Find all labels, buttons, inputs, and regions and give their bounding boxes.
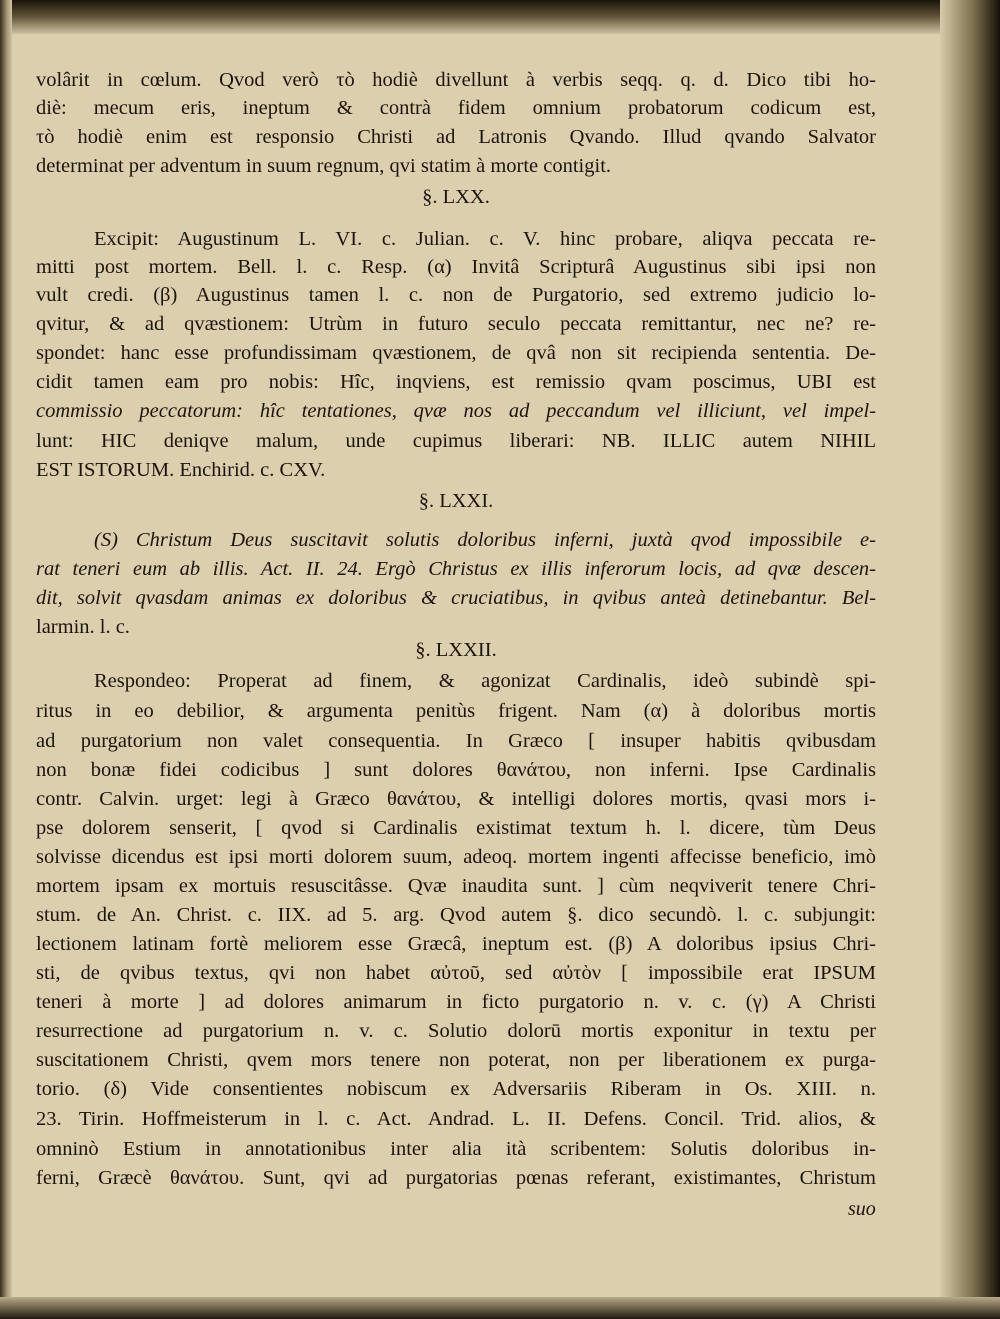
text-line: dit, solvit qvasdam animas ex doloribus & cruciatibus, in qvibus anteà detinebantur. Bel- xyxy=(36,587,876,609)
text-line: lunt: HIC deniqve malum, unde cupimus liberari: NB. ILLIC autem NIHIL xyxy=(36,430,876,452)
text-line: EST ISTORUM. Enchirid. c. CXV. xyxy=(36,459,326,481)
text-line: diè: mecum eris, ineptum & contrà fidem omnium probatorum codicum est, xyxy=(36,97,876,119)
text-line: τò hodiè enim est responsio Christi ad Latronis Qvando. Illud qvando Salvator xyxy=(36,126,876,148)
text-line: qvitur, & ad qvæstionem: Utrùm in futuro seculo peccata remittantur, nec ne? re- xyxy=(36,313,876,335)
page-right-edge xyxy=(940,0,1000,1319)
text-line: larmin. l. c. xyxy=(36,616,130,638)
text-line: suscitationem Christi, qvem mors tenere non poterat, non per liberationem ex purga- xyxy=(36,1049,876,1071)
text-line: stum. de An. Christ. c. IIX. ad 5. arg. Qvod autem §. dico secundò. l. c. subjungit: xyxy=(36,904,876,926)
text-line: teneri à morte ] ad dolores animarum in ficto purgatorio n. v. c. (γ) A Christi xyxy=(36,991,876,1013)
section-heading: §. LXXI. xyxy=(418,490,494,512)
text-line: pse dolorem senserit, [ qvod si Cardinalis existimat textum h. l. dicere, tùm Deus xyxy=(36,817,876,839)
text-line: (S) Christum Deus suscitavit solutis doloribus inferni, juxtà qvod impossibile e- xyxy=(94,529,876,551)
text-line: cidit tamen eam pro nobis: Hîc, inqviens, est remissio qvam poscimus, UBI est xyxy=(36,371,876,393)
text-line: determinat per adventum in suum regnum, qvi statim à morte contigit. xyxy=(36,155,612,177)
text-line: Excipit: Augustinum L. VI. c. Julian. c. V. hinc probare, aliqva peccata re- xyxy=(94,228,876,250)
page-top-edge xyxy=(0,0,1000,34)
text-line: ad purgatorium non valet consequentia. In Græco [ insuper habitis qvibusdam xyxy=(36,730,876,752)
text-line: torio. (δ) Vide consentientes nobiscum ex Adversariis Riberam in Os. XIII. n. xyxy=(36,1078,876,1100)
text-line: vult credi. (β) Augustinus tamen l. c. non de Purgatorio, sed extremo judicio lo- xyxy=(36,284,876,306)
text-line: solvisse dicendus est ipsi morti dolorem suum, adeoq. mortem ingenti affecisse beneficio, imò xyxy=(36,846,876,868)
section-heading: §. LXX. xyxy=(422,186,490,208)
text-line: mortem ipsam ex mortuis resuscitâsse. Qvæ inaudita sunt. ] cùm neqviverit tenere Chri- xyxy=(36,875,876,897)
text-line: spondet: hanc esse profundissimam qvæstionem, de qvâ non sit recipienda sententia. De- xyxy=(36,342,876,364)
page-left-edge xyxy=(0,0,12,1319)
text-line: commissio peccatorum: hîc tentationes, qvæ nos ad peccandum vel illiciunt, vel impel- xyxy=(36,400,876,422)
text-line: contr. Calvin. urget: legi à Græco θανάτου, & intelligi dolores mortis, qvasi mors i- xyxy=(36,788,876,810)
text-line: 23. Tirin. Hoffmeisterum in l. c. Act. Andrad. L. II. Defens. Concil. Trid. alios, & xyxy=(36,1108,876,1130)
text-line: resurrectione ad purgatorium n. v. c. Solutio dolorū mortis exponitur in textu per xyxy=(36,1020,876,1042)
text-line: rat teneri eum ab illis. Act. II. 24. Ergò Christus ex illis inferorum locis, ad qvæ descen- xyxy=(36,558,876,580)
text-line: lectionem latinam fortè meliorem esse Græcâ, ineptum est. (β) A doloribus ipsius Chri- xyxy=(36,933,876,955)
text-line: omninò Estium in annotationibus inter alia ità scribentem: Solutis doloribus in- xyxy=(36,1138,876,1160)
text-line: mitti post mortem. Bell. l. c. Resp. (α) Invitâ Scripturâ Augustinus sibi ipsi non xyxy=(36,256,876,278)
text-line: Respondeo: Properat ad finem, & agonizat Cardinalis, ideò subindè spi- xyxy=(94,670,876,692)
catchword: suo xyxy=(848,1198,876,1220)
text-line: volârit in cœlum. Qvod verò τò hodiè divellunt à verbis seqq. q. d. Dico tibi ho- xyxy=(36,69,876,91)
text-line: ferni, Græcè θανάτου. Sunt, qvi ad purgatorias pœnas referant, existimantes, Christum xyxy=(36,1167,876,1189)
section-heading: §. LXXII. xyxy=(415,639,497,661)
text-line: sti, de qvibus textus, qvi non habet αὐτοῦ, sed αὐτὸν [ impossibile erat IPSUM xyxy=(36,962,876,984)
text-line: non bonæ fidei codicibus ] sunt dolores θανάτου, non inferni. Ipse Cardinalis xyxy=(36,759,876,781)
page-bottom-edge xyxy=(0,1297,1000,1319)
text-line: ritus in eo debilior, & argumenta penitùs frigent. Nam (α) à doloribus mortis xyxy=(36,700,876,722)
